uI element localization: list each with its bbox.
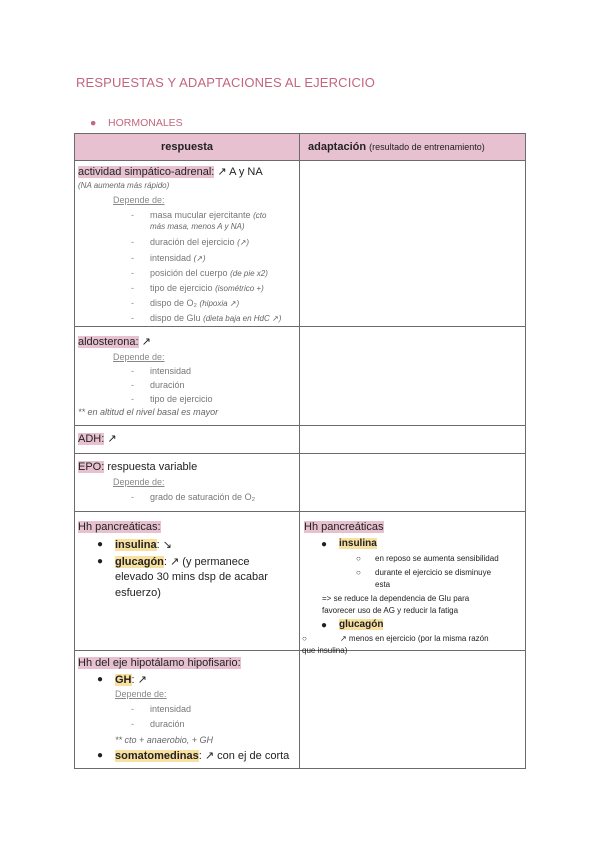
page-title: RESPUESTAS Y ADAPTACIONES AL EJERCICIO	[76, 75, 376, 90]
table-cell	[300, 512, 526, 655]
section-label: HORMONALES	[108, 117, 183, 129]
row-title: ADH: ↗	[78, 433, 117, 445]
column-header-respuesta: respuesta	[75, 134, 300, 161]
list-item: duración	[150, 719, 185, 729]
depends-label: Depende de:	[113, 477, 165, 487]
list-item-continuation: que insulina)	[302, 646, 348, 655]
list-item: glucagón	[339, 619, 384, 630]
list-item: tipo de ejercicio	[150, 394, 213, 404]
table-cell: aldosterona: ↗ Depende de: - intensidad - duración - tipo de ejercicio ** en altitud el nivel basal es mayor	[75, 327, 300, 426]
table-cell: actividad simpático-adrenal: ↗ A y NA (NA aumenta más rápido) Depende de: - masa mucular ejercitante (cto más masa, menos A y NA) - duración del ejercicio (↗) - intensidad (↗) - posición del cuerpo (de pie x2) - tipo de ejercicio (isométrico +) - dispo de O₂ (hipoxia ↗) - dispo de Glu (dieta baja en HdC ↗)	[75, 161, 300, 327]
table-cell: Hh del eje hipotálamo hipofisario: ● GH: ↗ Depende de: - intensidad - duración ** cto + anaerobio, + GH ● somatomedinas: ↗ con ej de corta	[75, 651, 300, 769]
column-header-adaptacion: adaptación (resultado de entrenamiento)	[300, 134, 526, 161]
table-cell	[300, 161, 526, 327]
circle-bullet-icon: ○	[302, 634, 307, 643]
table-cell	[75, 512, 300, 651]
depends-label: Depende de:	[113, 195, 165, 205]
list-item: duración	[150, 380, 185, 390]
depends-label: Depende de:	[113, 352, 165, 362]
list-item: dispo de O₂ (hipoxia ↗)	[150, 298, 240, 308]
hormones-table	[74, 133, 526, 769]
bullet-icon: ●	[97, 674, 104, 685]
row-title: EPO: respuesta variable	[78, 461, 198, 473]
list-item: masa mucular ejercitante (cto	[150, 210, 267, 220]
circle-bullet-icon: ○	[356, 568, 361, 577]
list-item-continuation: esta	[375, 580, 391, 589]
row-title: Hh del eje hipotálamo hipofisario:	[78, 657, 241, 669]
bullet-icon: ●	[97, 539, 104, 550]
list-item: grado de saturación de O₂	[150, 492, 256, 502]
list-item: ↗ menos en ejercicio (por la misma razón	[340, 634, 489, 643]
list-item: duración del ejercicio (↗)	[150, 237, 250, 247]
list-item-note: más masa, menos A y NA)	[150, 222, 245, 231]
bullet-icon: ●	[97, 750, 104, 761]
list-item-continuation: esfuerzo)	[115, 587, 161, 599]
bullet-icon: ●	[321, 620, 328, 631]
row-title: Hh pancreáticas	[304, 521, 384, 533]
list-item: dispo de Glu (dieta baja en HdC ↗)	[150, 313, 282, 323]
row-title: aldosterona: ↗	[78, 336, 151, 348]
row-title: Hh pancreáticas:	[78, 521, 161, 533]
bullet-icon: ●	[90, 117, 97, 129]
list-item: tipo de ejercicio (isométrico +)	[150, 283, 264, 293]
list-item: glucagón: ↗ (y permanece	[115, 556, 250, 568]
list-item: GH: ↗	[115, 674, 147, 686]
row-title: actividad simpático-adrenal: ↗ A y NA	[78, 166, 263, 178]
row-note: ** en altitud el nivel basal es mayor	[78, 407, 219, 417]
list-item: insulina	[339, 538, 377, 549]
list-item: en reposo se aumenta sensibilidad	[375, 554, 499, 563]
list-item: intensidad (↗)	[150, 253, 206, 263]
bullet-icon: ●	[97, 556, 104, 567]
bullet-icon: ●	[321, 539, 328, 550]
table-cell	[300, 327, 526, 426]
list-item: posición del cuerpo (de pie x2)	[150, 268, 268, 278]
list-item: somatomedinas: ↗ con ej de corta	[115, 750, 290, 762]
table-cell	[300, 651, 526, 769]
conclusion-text: favorecer uso de AG y reducir la fatiga	[322, 606, 459, 615]
table-cell	[300, 454, 526, 512]
row-note: ** cto + anaerobio, + GH	[115, 735, 214, 745]
table-cell	[300, 426, 526, 454]
list-item-continuation: elevado 30 mins dsp de acabar	[115, 571, 268, 583]
table-cell: EPO: respuesta variable Depende de: - grado de saturación de O₂	[75, 454, 300, 512]
list-item: durante el ejercicio se disminuye	[375, 568, 492, 577]
circle-bullet-icon: ○	[356, 554, 361, 563]
list-item: insulina: ↘	[115, 539, 172, 551]
depends-label: Depende de:	[115, 689, 167, 699]
list-item: intensidad	[150, 704, 192, 714]
table-cell	[75, 426, 300, 454]
list-item: intensidad	[150, 366, 192, 376]
conclusion-text: => se reduce la dependencia de Glu para	[322, 594, 470, 603]
row-note: (NA aumenta más rápido)	[78, 181, 170, 190]
